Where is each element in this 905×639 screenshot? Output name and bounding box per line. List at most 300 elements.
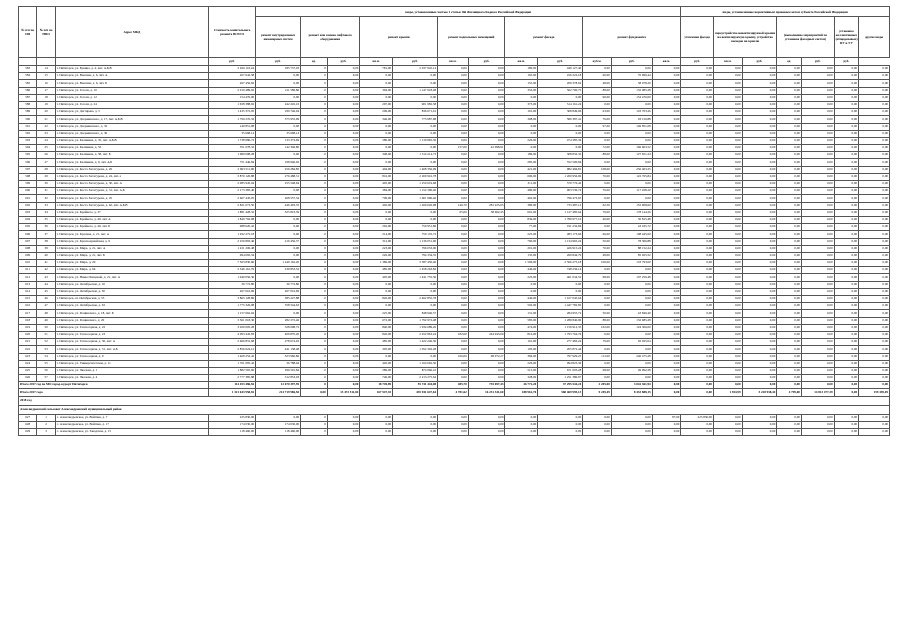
table-row bbox=[19, 260, 890, 267]
table-cell: 0,00 bbox=[742, 188, 777, 195]
table-cell: 0 bbox=[301, 296, 328, 303]
table-cell: 308,00 bbox=[505, 116, 538, 123]
table-cell: с. Александровское, ул. Заводская, д. 15 bbox=[55, 429, 208, 436]
unit-cell: руб. bbox=[256, 58, 301, 66]
table-cell: 43 bbox=[37, 274, 55, 281]
table-cell: 0,00 bbox=[859, 130, 890, 137]
header-meters: установка коллективных (общедомовых) ПУ и УУ bbox=[834, 17, 859, 58]
table-cell: 613 bbox=[19, 281, 37, 288]
table-cell: 585,00 bbox=[505, 317, 538, 324]
table-row bbox=[19, 296, 890, 303]
table-cell: 0,00 bbox=[681, 224, 714, 231]
table-cell: 0,00 bbox=[652, 209, 681, 216]
table-cell: 1 157 662,04 bbox=[209, 310, 256, 317]
total-cell: 2 205,00 bbox=[583, 382, 612, 389]
table-cell: 0,00 bbox=[256, 94, 301, 101]
table-cell: 796 033,00 bbox=[393, 245, 438, 252]
table-cell: 28 bbox=[37, 166, 55, 173]
table-cell: 1 881 428,32 bbox=[209, 209, 256, 216]
table-cell: 0 bbox=[301, 339, 328, 346]
total-city-row bbox=[19, 382, 890, 389]
table-cell: 0,00 bbox=[393, 281, 438, 288]
table-cell: 0,00 bbox=[468, 109, 505, 116]
table-cell: 0,00 bbox=[713, 195, 742, 202]
table-cell: 0,00 bbox=[742, 231, 777, 238]
table-cell: 88 152,24 bbox=[611, 245, 652, 252]
table-cell: 0 bbox=[301, 429, 328, 436]
table-cell: 0,00 bbox=[611, 101, 652, 108]
table-cell: 385 227,88 bbox=[256, 296, 301, 303]
table-cell: 0,00 bbox=[256, 274, 301, 281]
table-cell: 106,00 bbox=[583, 260, 612, 267]
table-row bbox=[19, 166, 890, 173]
table-cell: 0,00 bbox=[859, 238, 890, 245]
table-cell: 0,00 bbox=[859, 224, 890, 231]
table-cell: 0,00 bbox=[583, 346, 612, 353]
table-cell: 0,00 bbox=[777, 202, 802, 209]
table-cell: 592 bbox=[19, 130, 37, 137]
table-cell: 0,00 bbox=[777, 260, 802, 267]
table-cell: 0,00 bbox=[777, 252, 802, 259]
table-cell: 191,00 bbox=[505, 109, 538, 116]
table-cell: г. Пятигорск, ул. Крайнего, д. 49, лит. А bbox=[55, 216, 208, 223]
table-row bbox=[19, 123, 890, 130]
table-cell: 205 872,44 bbox=[538, 346, 583, 353]
table-cell: 36 bbox=[37, 224, 55, 231]
table-cell: 0,00 bbox=[834, 367, 859, 374]
table-cell: 0,00 bbox=[681, 324, 714, 331]
table-cell: 161,00 bbox=[505, 339, 538, 346]
total-cell: 0 bbox=[301, 382, 328, 389]
table-cell: 0 bbox=[301, 166, 328, 173]
table-cell: 0,00 bbox=[801, 123, 834, 130]
table-cell: 0,00 bbox=[538, 145, 583, 152]
table-cell: 2 346 161,76 bbox=[209, 267, 256, 274]
table-cell: 0,00 bbox=[393, 414, 438, 421]
table-cell: 152 908,60 bbox=[611, 202, 652, 209]
table-cell: 246 475,28 bbox=[611, 353, 652, 360]
table-cell: 874 966,16 bbox=[393, 367, 438, 374]
table-cell: г. Пятигорск, ул. Рощинского, д. 18, лит. Б bbox=[55, 310, 208, 317]
table-cell: 0,00 bbox=[742, 267, 777, 274]
table-row bbox=[19, 245, 890, 252]
total-cell: 167 547,35 bbox=[360, 389, 393, 396]
table-cell: 449 127,40 bbox=[538, 66, 583, 73]
district-row bbox=[19, 405, 890, 414]
table-cell: 185 737,03 bbox=[256, 66, 301, 73]
table-cell: 0,00 bbox=[834, 238, 859, 245]
table-cell: 0,00 bbox=[438, 159, 469, 166]
table-cell: 0,00 bbox=[505, 281, 538, 288]
table-cell: 0,00 bbox=[583, 303, 612, 310]
table-cell: 88,00 bbox=[583, 317, 612, 324]
table-cell: 0,00 bbox=[742, 87, 777, 94]
table-cell: 0,00 bbox=[468, 116, 505, 123]
table-cell: 0,00 bbox=[681, 216, 714, 223]
table-cell: 2 963 511,90 bbox=[209, 166, 256, 173]
table-cell: 0,00 bbox=[438, 80, 469, 87]
table-cell: 587 bbox=[19, 94, 37, 101]
table-cell: 0,00 bbox=[713, 101, 742, 108]
table-cell: 0,00 bbox=[468, 224, 505, 231]
table-cell: 0 bbox=[301, 116, 328, 123]
table-cell: 0,00 bbox=[652, 310, 681, 317]
table-cell: 0,00 bbox=[834, 288, 859, 295]
table-cell: 0,00 bbox=[713, 310, 742, 317]
table-cell: 1 017 045,64 bbox=[538, 296, 583, 303]
table-cell: 0,00 bbox=[583, 288, 612, 295]
table-cell: 0,00 bbox=[713, 202, 742, 209]
table-cell: 0,00 bbox=[652, 166, 681, 173]
table-cell: 48,00 bbox=[583, 252, 612, 259]
table-cell: 0,00 bbox=[742, 429, 777, 436]
table-cell: 0,00 bbox=[652, 216, 681, 223]
table-cell: 0,00 bbox=[713, 166, 742, 173]
table-cell: 198 946,02 bbox=[256, 159, 301, 166]
table-cell: 226 222,18 bbox=[538, 73, 583, 80]
table-cell: 0,00 bbox=[777, 101, 802, 108]
table-cell: 0,00 bbox=[393, 80, 438, 87]
table-cell: 0,00 bbox=[360, 123, 393, 130]
table-cell: 0 bbox=[301, 224, 328, 231]
table-cell: 380,00 bbox=[505, 202, 538, 209]
table-cell: 305,00 bbox=[360, 346, 393, 353]
table-cell: 0,00 bbox=[742, 414, 777, 421]
unit-cell: руб. bbox=[801, 58, 834, 66]
table-cell: 588 bbox=[19, 101, 37, 108]
table-cell: 4 093 445,83 bbox=[209, 331, 256, 338]
table-cell: 0,00 bbox=[801, 375, 834, 382]
table-row bbox=[19, 339, 890, 346]
table-cell: 35 668,14 bbox=[256, 130, 301, 137]
table-cell: 0,00 bbox=[777, 181, 802, 188]
table-cell: 284 955,72 bbox=[538, 310, 583, 317]
table-cell: 0,00 bbox=[468, 324, 505, 331]
table-cell: 0,00 bbox=[777, 353, 802, 360]
table-cell: 35 bbox=[37, 216, 55, 223]
table-cell: г. Пятигорск, ул. Коста Хетагурова, д. 62, лит. А,Б,В bbox=[55, 202, 208, 209]
table-cell: 0,00 bbox=[801, 224, 834, 231]
table-cell: 191 232,84 bbox=[538, 224, 583, 231]
table-cell: 35 668,14 bbox=[209, 130, 256, 137]
table-cell: 0,00 bbox=[256, 414, 301, 421]
table-cell: 0,00 bbox=[327, 296, 360, 303]
table-cell: 0,00 bbox=[742, 159, 777, 166]
table-cell: г. Пятигорск, ул. Гоголя, д. 12 bbox=[55, 94, 208, 101]
table-cell: 0,00 bbox=[468, 245, 505, 252]
table-cell: 485,00 bbox=[360, 267, 393, 274]
table-cell: г. Пятигорск, ул. Крайнего, д. 37 bbox=[55, 209, 208, 216]
table-cell: 0,00 bbox=[859, 202, 890, 209]
table-row bbox=[19, 152, 890, 159]
table-cell: 426 915,24 bbox=[538, 245, 583, 252]
table-cell: 0,00 bbox=[859, 101, 890, 108]
table-cell: 0,00 bbox=[713, 66, 742, 73]
table-cell: г. Пятигорск, ул. Теплосерная, д. 22 bbox=[55, 324, 208, 331]
table-cell: 0,00 bbox=[611, 375, 652, 382]
table-cell: 0,00 bbox=[327, 367, 360, 374]
table-cell: 0,00 bbox=[801, 310, 834, 317]
table-cell: 2 010 489,02 bbox=[209, 87, 256, 94]
units-row bbox=[19, 58, 890, 66]
table-cell: 0,00 bbox=[742, 80, 777, 87]
table-cell: 0,00 bbox=[801, 159, 834, 166]
table-cell: 0,00 bbox=[713, 123, 742, 130]
table-cell: 0,00 bbox=[859, 245, 890, 252]
total-cell: 0,00 bbox=[681, 389, 714, 396]
table-cell: 0,00 bbox=[583, 429, 612, 436]
table-cell: 373,00 bbox=[505, 101, 538, 108]
table-cell: 0,00 bbox=[652, 375, 681, 382]
table-cell: 0,00 bbox=[256, 224, 301, 231]
table-cell: 0,00 bbox=[438, 296, 469, 303]
table-cell: 0,00 bbox=[327, 202, 360, 209]
table-cell: 0,00 bbox=[859, 274, 890, 281]
table-cell: 157,00 bbox=[438, 145, 469, 152]
table-cell: 297,00 bbox=[360, 101, 393, 108]
table-cell: 0,00 bbox=[438, 87, 469, 94]
total-cell: 1 934,99 bbox=[713, 389, 742, 396]
table-cell: 0,00 bbox=[327, 353, 360, 360]
table-cell: 0,00 bbox=[834, 130, 859, 137]
table-cell: 0,00 bbox=[583, 360, 612, 367]
table-cell: г. Пятигорск, ул. Калинина, д. 35, лит. А,Б,В bbox=[55, 137, 208, 144]
table-cell: 2 256 893,46 bbox=[209, 238, 256, 245]
header-roof: ремонт крыши bbox=[360, 17, 438, 58]
table-cell: 0,00 bbox=[713, 267, 742, 274]
table-cell: 0,00 bbox=[777, 109, 802, 116]
table-cell: 0,00 bbox=[859, 367, 890, 374]
table-cell: 0,00 bbox=[859, 310, 890, 317]
table-cell: 0,00 bbox=[438, 137, 469, 144]
table-cell: 0,00 bbox=[801, 145, 834, 152]
table-cell: 0,00 bbox=[611, 331, 652, 338]
table-cell: 0,00 bbox=[681, 267, 714, 274]
table-cell: 0,00 bbox=[777, 94, 802, 101]
table-cell: 0 bbox=[301, 216, 328, 223]
table-cell: 0,00 bbox=[583, 181, 612, 188]
table-cell: 0,00 bbox=[652, 267, 681, 274]
table-cell: 0,00 bbox=[611, 159, 652, 166]
table-cell: 0,00 bbox=[859, 414, 890, 421]
table-cell: 0,00 bbox=[859, 87, 890, 94]
table-cell: 0,00 bbox=[438, 195, 469, 202]
table-cell: 671 003,28 bbox=[538, 367, 583, 374]
table-cell: 0,00 bbox=[652, 152, 681, 159]
table-cell: 0,00 bbox=[801, 245, 834, 252]
table-cell: 0,00 bbox=[859, 353, 890, 360]
table-cell: 0,00 bbox=[468, 181, 505, 188]
table-cell: г. Пятигорск, ул. Дзержинского, д. 36 bbox=[55, 130, 208, 137]
table-cell: 0,00 bbox=[505, 123, 538, 130]
table-cell: 0,00 bbox=[681, 375, 714, 382]
table-cell: 746,00 bbox=[360, 375, 393, 382]
table-cell: 0,00 bbox=[801, 181, 834, 188]
table-cell: 0,00 bbox=[859, 216, 890, 223]
table-cell: 0,00 bbox=[468, 310, 505, 317]
table-cell: 311,00 bbox=[505, 181, 538, 188]
total-cell: 37 295 544,24 bbox=[538, 382, 583, 389]
table-cell: 0,00 bbox=[834, 296, 859, 303]
table-cell: 0 bbox=[301, 94, 328, 101]
table-cell: 0,00 bbox=[777, 288, 802, 295]
table-cell: 296 591,84 bbox=[256, 367, 301, 374]
table-cell: 0,00 bbox=[538, 94, 583, 101]
total-cell: 0,00 bbox=[801, 382, 834, 389]
table-cell: 901 982,58 bbox=[393, 101, 438, 108]
table-cell: 0,00 bbox=[652, 66, 681, 73]
table-cell: 278 674,02 bbox=[256, 339, 301, 346]
table-cell: 0,00 bbox=[713, 245, 742, 252]
table-cell: 0,00 bbox=[834, 375, 859, 382]
table-cell: 165,00 bbox=[505, 73, 538, 80]
table-cell: 0,00 bbox=[713, 173, 742, 180]
table-row bbox=[19, 267, 890, 274]
table-cell: г. Пятигорск, ул. Калинина, д. 58, лит. Б bbox=[55, 152, 208, 159]
table-cell: 0,00 bbox=[713, 80, 742, 87]
header-total-cost: Стоимость капитального ремонта ВСЕГО bbox=[209, 7, 256, 58]
total-cell: 13 472 511,84 bbox=[327, 389, 360, 396]
table-cell: 623 bbox=[19, 353, 37, 360]
table-cell: 0,00 bbox=[801, 267, 834, 274]
table-cell: 402,00 bbox=[360, 202, 393, 209]
table-cell: 52 bbox=[37, 339, 55, 346]
table-cell: 88,00 bbox=[583, 87, 612, 94]
table-cell: 358 544,63 bbox=[256, 303, 301, 310]
table-cell: 0,00 bbox=[742, 310, 777, 317]
table-cell: 0,00 bbox=[468, 288, 505, 295]
table-cell: 180,00 bbox=[505, 66, 538, 73]
table-cell: 0,00 bbox=[713, 303, 742, 310]
table-cell: 0 bbox=[301, 66, 328, 73]
table-cell: 0,00 bbox=[468, 281, 505, 288]
table-cell: 0,00 bbox=[834, 145, 859, 152]
table-cell: 0,00 bbox=[713, 137, 742, 144]
header-insulation: утепление фасада bbox=[681, 17, 714, 58]
table-cell: 0,00 bbox=[713, 181, 742, 188]
table-cell: 592,00 bbox=[505, 303, 538, 310]
table-cell: 0,00 bbox=[468, 166, 505, 173]
table-cell: 0,00 bbox=[801, 116, 834, 123]
table-cell: 0,00 bbox=[801, 303, 834, 310]
table-cell: 0,00 bbox=[652, 288, 681, 295]
table-cell: 0,00 bbox=[327, 360, 360, 367]
table-cell: 589 bbox=[19, 109, 37, 116]
table-cell: 0,00 bbox=[742, 109, 777, 116]
table-cell: 0,00 bbox=[801, 353, 834, 360]
table-cell: 0 bbox=[301, 324, 328, 331]
table-cell: 0,00 bbox=[834, 173, 859, 180]
table-cell: 0,00 bbox=[583, 414, 612, 421]
table-cell: 328,00 bbox=[505, 375, 538, 382]
table-cell: 1 775 326,08 bbox=[209, 303, 256, 310]
table-cell: 0,00 bbox=[583, 66, 612, 73]
table-cell: 1 680 698,28 bbox=[209, 152, 256, 159]
table-cell: 40,00 bbox=[583, 216, 612, 223]
table-cell: 0,00 bbox=[505, 414, 538, 421]
table-cell: 0,00 bbox=[859, 166, 890, 173]
total-cell: 0,00 bbox=[327, 382, 360, 389]
table-cell: 0,00 bbox=[834, 109, 859, 116]
header-facade: ремонт фасада bbox=[505, 17, 583, 58]
table-cell: 0,00 bbox=[611, 181, 652, 188]
table-cell: 0 bbox=[301, 101, 328, 108]
table-cell: 585 bbox=[19, 80, 37, 87]
table-cell: 40 bbox=[37, 252, 55, 259]
table-cell: 0,00 bbox=[742, 130, 777, 137]
table-cell: 1 441 755,30 bbox=[393, 274, 438, 281]
year-2018-row bbox=[19, 396, 890, 405]
table-cell: 0,00 bbox=[713, 152, 742, 159]
table-cell: 118 460,00 bbox=[256, 429, 301, 436]
table-cell: 0,00 bbox=[801, 137, 834, 144]
table-cell: 0,00 bbox=[681, 173, 714, 180]
table-cell: 0,00 bbox=[468, 260, 505, 267]
table-cell: 0 bbox=[301, 367, 328, 374]
table-cell: 0,00 bbox=[327, 339, 360, 346]
table-cell: г. Пятигорск, ул. Красноармейская, д. 9 bbox=[55, 238, 208, 245]
table-cell: 50,00 bbox=[583, 238, 612, 245]
table-cell: 118 460,00 bbox=[209, 429, 256, 436]
table-cell: 0,00 bbox=[652, 109, 681, 116]
table-cell: 0,00 bbox=[468, 267, 505, 274]
table-cell: 0,00 bbox=[327, 130, 360, 137]
table-row bbox=[19, 137, 890, 144]
table-cell: 348,00 bbox=[360, 152, 393, 159]
table-cell: 600 bbox=[19, 188, 37, 195]
table-cell: 0,00 bbox=[859, 303, 890, 310]
table-cell: 0,00 bbox=[681, 87, 714, 94]
table-cell: 0,00 bbox=[652, 360, 681, 367]
table-cell: 0,00 bbox=[438, 101, 469, 108]
table-cell: 0,00 bbox=[713, 188, 742, 195]
table-cell: 0,00 bbox=[681, 166, 714, 173]
table-cell: 0,00 bbox=[859, 109, 890, 116]
table-cell: 0,00 bbox=[834, 339, 859, 346]
table-cell: 107 256,48 bbox=[611, 274, 652, 281]
table-cell: 1 314 214,73 bbox=[393, 152, 438, 159]
table-cell: 0,00 bbox=[681, 252, 714, 259]
table-cell: 0,00 bbox=[742, 245, 777, 252]
table-cell: 45 bbox=[37, 288, 55, 295]
table-cell: 480,00 bbox=[505, 188, 538, 195]
table-cell: 352,00 bbox=[505, 87, 538, 94]
table-cell: 0,00 bbox=[360, 209, 393, 216]
table-cell: 462,00 bbox=[505, 195, 538, 202]
table-row bbox=[19, 353, 890, 360]
table-cell: 0,00 bbox=[256, 216, 301, 223]
table-cell: 0 bbox=[301, 346, 328, 353]
table-cell: 0,00 bbox=[859, 421, 890, 428]
table-cell: г. Пятигорск, ул. Дегтярева, д. 5 bbox=[55, 109, 208, 116]
table-cell: 18 bbox=[37, 94, 55, 101]
table-cell: 0,00 bbox=[327, 281, 360, 288]
table-cell: 0,00 bbox=[256, 245, 301, 252]
table-cell: 0,00 bbox=[468, 80, 505, 87]
table-cell: 0,00 bbox=[834, 101, 859, 108]
table-cell: 42 098,91 bbox=[468, 145, 505, 152]
table-cell: 0,00 bbox=[859, 123, 890, 130]
table-cell: 24 bbox=[37, 137, 55, 144]
table-cell: 62,50 bbox=[583, 202, 612, 209]
table-cell: 0,00 bbox=[438, 303, 469, 310]
table-cell: 614 bbox=[19, 288, 37, 295]
table-cell: 72,00 bbox=[583, 145, 612, 152]
table-cell: 122 765,84 bbox=[611, 173, 652, 180]
table-cell: 0,00 bbox=[652, 181, 681, 188]
table-cell: г. Пятигорск, ул. Теплосерная, д. 30, лит. А bbox=[55, 339, 208, 346]
table-cell: 0,00 bbox=[681, 260, 714, 267]
